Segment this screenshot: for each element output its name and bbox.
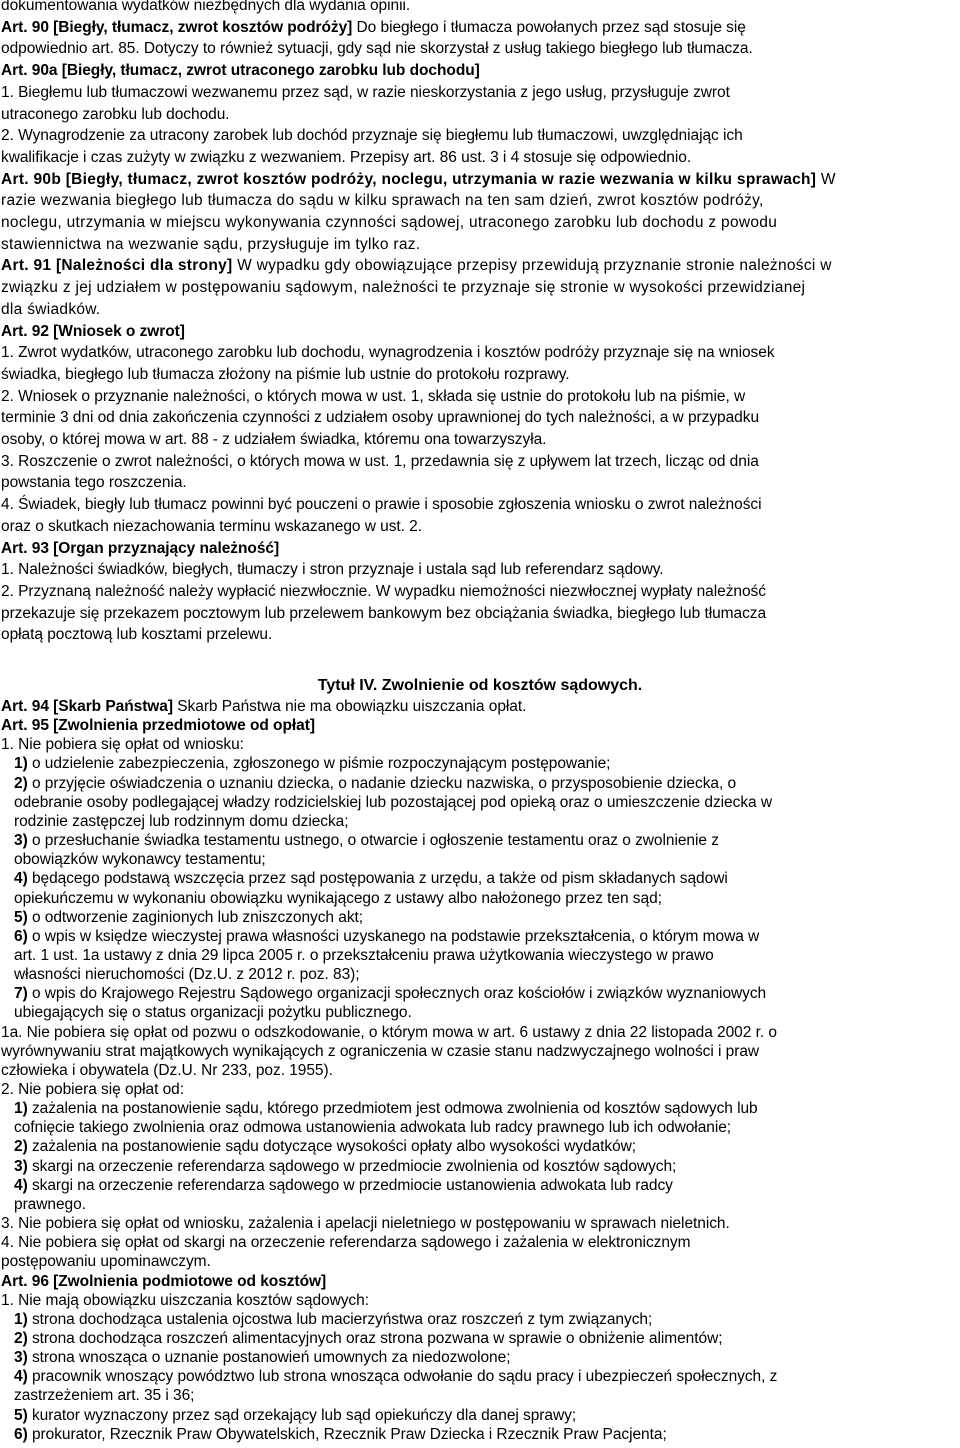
line-text: 1. Nie pobiera się opłat od wniosku: <box>1 736 244 753</box>
line-text: dokumentowania wydatków niezbędnych dla wydania opinii. <box>1 0 411 14</box>
line-text: 2. Wynagrodzenie za utracony zarobek lub dochód przyznaje się biegłemu lub tłumaczowi, uwzględniając ich <box>1 127 743 144</box>
text-line <box>1 256 832 276</box>
line-text: postępowaniu upominawczym. <box>1 1253 211 1270</box>
bold-heading: 4) <box>14 1368 28 1385</box>
bold-heading: 7) <box>14 985 28 1002</box>
text-line <box>14 812 349 832</box>
line-text: prawnego. <box>14 1196 86 1213</box>
text-line <box>1 126 743 146</box>
text-line <box>1 365 570 385</box>
line-text: kurator wyznaczony przez sąd orzekający lub sąd opiekuńczy dla danej sprawy; <box>27 1407 577 1424</box>
line-text: 4. Świadek, biegły lub tłumacz powinni być pouczeni o prawie i sposobie zgłoszenia wniosku o zwrot należności <box>1 496 762 513</box>
bold-heading: Art. 90 [Biegły, tłumacz, zwrot kosztów podróży] <box>1 19 353 36</box>
text-line <box>1 1080 184 1100</box>
line-text: opłatą pocztową lub kosztami przelewu. <box>1 626 273 643</box>
bold-heading: 2) <box>14 775 28 792</box>
bold-heading: 5) <box>14 1407 28 1424</box>
text-line <box>14 793 772 813</box>
text-line <box>14 965 360 985</box>
bold-heading: 6) <box>14 1426 28 1443</box>
text-line <box>14 927 759 947</box>
text-line <box>1 697 526 717</box>
line-text: 1. Biegłemu lub tłumaczowi wezwanemu przez sąd, w razie nieskorzystania z jego usług, przysługuje zwrot <box>1 84 730 101</box>
text-line <box>1 604 766 624</box>
text-line <box>1 387 745 407</box>
text-line <box>1 343 775 363</box>
text-line <box>14 1406 576 1426</box>
text-line <box>1 452 759 472</box>
line-text: terminie 3 dni od dnia zakończenia czynności z udziałem osoby uprawnionej do tych należności, a w przypadku <box>1 409 760 426</box>
line-text: związku z jej udziałem w postępowaniu sądowym, należności te przyznaje się stronie w wysokości przewidzianej <box>1 279 806 296</box>
line-text: 2. Przyznaną należność należy wypłacić niezwłocznie. W wypadku niemożności niezwłocznej wypłaty należność <box>1 583 766 600</box>
line-text: skargi na orzeczenie referendarza sądowego w przedmiocie zwolnienia od kosztów sądowych; <box>27 1158 677 1175</box>
bold-heading: 3) <box>14 1349 28 1366</box>
line-text: pracownik wnoszący powództwo lub strona wnosząca odwołanie do sądu pracy i ubezpieczeń społecznych, z <box>27 1368 778 1385</box>
line-text: o przyjęcie oświadczenia o uznaniu dziecka, o nadanie dziecku nazwiska, o przysposobienie dziecka, o <box>27 775 737 792</box>
line-text: świadka, biegłego lub tłumacza złożony na piśmie lub ustnie do protokołu rozprawy. <box>1 366 570 383</box>
text-line <box>1 83 730 103</box>
bold-heading: Art. 91 [Należności dla strony] <box>1 257 233 274</box>
line-text: 1. Nie mają obowiązku uiszczania kosztów sądowych: <box>1 1292 369 1309</box>
line-text: o wpis w księdze wieczystej prawa własności uzyskanego na podstawie przekształcenia, o którym mowa w <box>27 928 760 945</box>
line-text: Do biegłego i tłumacza powołanych przez sąd stosuje się <box>352 19 746 36</box>
text-line <box>1 582 766 602</box>
bold-heading: 4) <box>14 870 28 887</box>
line-text: o udzielenie zabezpieczenia, zgłoszonego w piśmie rozpoczynającym postępowanie; <box>27 755 611 772</box>
bold-heading: 2) <box>14 1330 28 1347</box>
line-text: wyrównywaniu strat majątkowych wynikających z ograniczenia w czasie stanu nadzwyczajnego wolności i praw <box>1 1043 760 1060</box>
text-line <box>1 1252 211 1272</box>
text-line <box>1 322 185 342</box>
line-text: obowiązków wykonawcy testamentu; <box>14 851 266 868</box>
text-line <box>1 735 244 755</box>
text-line <box>1 430 546 450</box>
line-text: będącego podstawą wszczęcia przez sąd postępowania z urzędu, a także od pism składanych sądowi <box>27 870 728 887</box>
text-line <box>1 105 230 125</box>
text-line <box>14 869 728 889</box>
text-line <box>14 1367 777 1387</box>
line-text: skargi na orzeczenie referendarza sądowego w przedmiocie ustanowienia adwokata lub radcy <box>27 1177 673 1194</box>
text-line <box>14 1099 758 1119</box>
text-line <box>14 889 662 909</box>
text-line <box>14 1329 722 1349</box>
text-line <box>14 754 610 774</box>
text-line <box>1 300 101 320</box>
bold-heading: Art. 92 [Wniosek o zwrot] <box>1 323 185 340</box>
text-line <box>1 235 420 255</box>
line-text: prokurator, Rzecznik Praw Obywatelskich, Rzecznik Praw Dziecka i Rzecznik Praw Pacjenta; <box>27 1426 667 1443</box>
text-line <box>1 539 279 559</box>
text-line <box>1 191 764 211</box>
line-text: 1a. Nie pobiera się opłat od pozwu o odszkodowanie, o którym mowa w art. 6 ustawy z dnia 22 listopada 2002 r. o <box>1 1024 777 1041</box>
line-text: odebranie osoby podlegającej władzy rodzicielskiej lub pozostającej pod opieką oraz o umieszczenie dziecka w <box>14 794 772 811</box>
line-text: noclegu, utrzymania w miejscu wykonywania czynności sądowej, utraconego zarobku lub dochodu z powodu <box>1 214 778 231</box>
line-text: oraz o skutkach niezachowania terminu wskazanego w ust. 2. <box>1 518 422 535</box>
text-line <box>14 774 736 794</box>
bold-heading: 3) <box>14 832 28 849</box>
line-text: 4. Nie pobiera się opłat od skargi na orzeczenie referendarza sądowego i zażalenia w elektronicznym <box>1 1234 691 1251</box>
text-line <box>1 39 753 59</box>
text-line <box>14 946 714 966</box>
text-line <box>14 1157 676 1177</box>
line-text: o przesłuchanie świadka testamentu ustnego, o otwarcie i ogłoszenie testamentu oraz o zwolnienie z <box>27 832 719 849</box>
bold-heading: Art. 93 [Organ przyznający należność] <box>1 540 280 557</box>
line-text: zastrzeżeniem art. 35 i 36; <box>14 1387 195 1404</box>
bold-heading: 1) <box>14 755 28 772</box>
text-line <box>1 278 805 298</box>
text-line <box>14 831 719 851</box>
text-line <box>14 1425 667 1445</box>
text-line <box>1 148 691 168</box>
line-text: człowieka i obywatela (Dz.U. Nr 233, poz. 1955). <box>1 1062 333 1079</box>
line-text: utraconego zarobku lub dochodu. <box>1 106 230 123</box>
line-text: o odtworzenie zaginionych lub zniszczonych akt; <box>27 909 364 926</box>
text-line <box>14 984 766 1004</box>
text-line <box>14 1137 636 1157</box>
line-text: zażalenia na postanowienie sądu dotyczące wysokości opłaty albo wysokości wydatków; <box>27 1138 637 1155</box>
text-line <box>1 170 836 190</box>
text-line <box>1 1233 691 1253</box>
line-text: 1. Należności świadków, biegłych, tłumaczy i stron przyznaje i ustala sąd lub referendarz sądowy. <box>1 561 664 578</box>
text-line <box>14 850 266 870</box>
line-text: art. 1 ust. 1a ustawy z dnia 29 lipca 2005 r. o przekształceniu prawa użytkowania wieczystego w prawo <box>14 947 714 964</box>
bold-heading: 2) <box>14 1138 28 1155</box>
bold-heading: 5) <box>14 909 28 926</box>
line-text: strona dochodząca ustalenia ojcostwa lub macierzyństwa oraz roszczeń z tym związanych; <box>27 1311 653 1328</box>
line-text: powstania tego roszczenia. <box>1 474 187 491</box>
line-text: o wpis do Krajowego Rejestru Sądowego organizacji społecznych oraz kościołów i związków wyznaniowych <box>27 985 767 1002</box>
text-line <box>14 1348 510 1368</box>
line-text: kwalifikacje i czas zużyty w związku z wezwaniem. Przepisy art. 86 ust. 3 i 4 stosuje się odpowiednio. <box>1 149 692 166</box>
bold-heading: 1) <box>14 1100 28 1117</box>
line-text: rodzinie zastępczej lub rodzinnym domu dziecka; <box>14 813 349 830</box>
bold-heading: Art. 90b [Biegły, tłumacz, zwrot kosztów podróży, noclegu, utrzymania w razie wezwania w kilku sprawach] <box>1 171 817 188</box>
line-text: stawiennictwa na wezwanie sądu, przysługuje im tylko raz. <box>1 236 421 253</box>
text-line <box>1 1272 326 1292</box>
line-text: własności nieruchomości (Dz.U. z 2012 r. poz. 83); <box>14 966 360 983</box>
line-text: 1. Zwrot wydatków, utraconego zarobku lub dochodu, wynagrodzenia i kosztów podróży przyznaje się na wniosek <box>1 344 775 361</box>
line-text: 2. Wniosek o przyznanie należności, o których mowa w ust. 1, składa się ustnie do protokołu lub na piśmie, w <box>1 388 746 405</box>
text-line <box>1 517 422 537</box>
line-text: razie wezwania biegłego lub tłumacza do sądu w kilku sprawach na ten sam dzień, zwrot kosztów podróży, <box>1 192 764 209</box>
line-text: 3. Nie pobiera się opłat od wniosku, zażalenia i apelacji nieletniego w postępowaniu w sprawach nieletnich. <box>1 1215 730 1232</box>
text-line <box>1 61 480 81</box>
text-line <box>1 1214 730 1234</box>
text-line <box>1 1291 369 1311</box>
text-line <box>1 1042 759 1062</box>
bold-heading: Art. 95 [Zwolnienia przedmiotowe od opłat] <box>1 717 315 734</box>
bold-heading: 4) <box>14 1177 28 1194</box>
text-line <box>1 625 272 645</box>
text-line <box>1 495 762 515</box>
line-text: W wypadku gdy obowiązujące przepisy przewidują przyznanie stronie należności w <box>232 257 832 274</box>
line-text: opiekuńczemu w wykonaniu obowiązku wynikającego z ustawy albo nałożonego przez ten sąd; <box>14 890 662 907</box>
line-text: osoby, o której mowa w art. 88 - z udziałem świadka, któremu ona towarzyszyła. <box>1 431 547 448</box>
section-title: Tytuł IV. Zwolnienie od kosztów sądowych. <box>317 677 643 694</box>
bold-heading: 6) <box>14 928 28 945</box>
text-line <box>1 1061 333 1081</box>
text-line <box>14 1003 412 1023</box>
line-text: zażalenia na postanowienie sądu, którego przedmiotem jest odmowa zwolnienia od kosztów sądowych lub <box>27 1100 758 1117</box>
text-line <box>14 1176 673 1196</box>
text-line <box>14 1195 86 1215</box>
text-line <box>1 560 664 580</box>
text-line <box>1 408 759 428</box>
text-line <box>1 473 187 493</box>
bold-heading: Art. 94 [Skarb Państwa] <box>1 698 173 715</box>
line-text: Skarb Państwa nie ma obowiązku uiszczania opłat. <box>173 698 527 715</box>
line-text: ubiegających się o status organizacji pożytku publicznego. <box>14 1004 412 1021</box>
text-line <box>1 213 777 233</box>
text-line <box>14 1118 731 1138</box>
text-line <box>14 1386 194 1406</box>
line-text: W <box>816 171 836 188</box>
text-line <box>14 1310 652 1330</box>
line-text: dla świadków. <box>1 301 101 318</box>
line-text: strona dochodząca roszczeń alimentacyjnych oraz strona pozwana w sprawie o obniżenie alimentów; <box>27 1330 723 1347</box>
line-text: strona wnosząca o uznanie postanowień umownych za niedozwolone; <box>27 1349 511 1366</box>
text-line <box>1 1023 777 1043</box>
line-text: 2. Nie pobiera się opłat od: <box>1 1081 184 1098</box>
line-text: 3. Roszczenie o zwrot należności, o których mowa w ust. 1, przedawnia się z upływem lat trzech, licząc od dnia <box>1 453 759 470</box>
bold-heading: Art. 90a [Biegły, tłumacz, zwrot utraconego zarobku lub dochodu] <box>1 62 480 79</box>
text-line <box>1 716 315 736</box>
line-text: odpowiednio art. 85. Dotyczy to również sytuacji, gdy sąd nie skorzystał z usług takiego biegłego lub tłumacza. <box>1 40 753 57</box>
bold-heading: Art. 96 [Zwolnienia podmiotowe od kosztów] <box>1 1273 327 1290</box>
line-text: przekazuje się przekazem pocztowym lub przelewem bankowym bez obciążania świadka, biegłego lub tłumacza <box>1 605 767 622</box>
text-line <box>1 18 746 38</box>
text-line <box>1 0 410 16</box>
text-line <box>14 908 363 928</box>
bold-heading: 3) <box>14 1158 28 1175</box>
bold-heading: 1) <box>14 1311 28 1328</box>
line-text: cofnięcie takiego zwolnienia oraz odmowa ustanowienia adwokata lub radcy prawnego lub ich odwołanie; <box>14 1119 732 1136</box>
